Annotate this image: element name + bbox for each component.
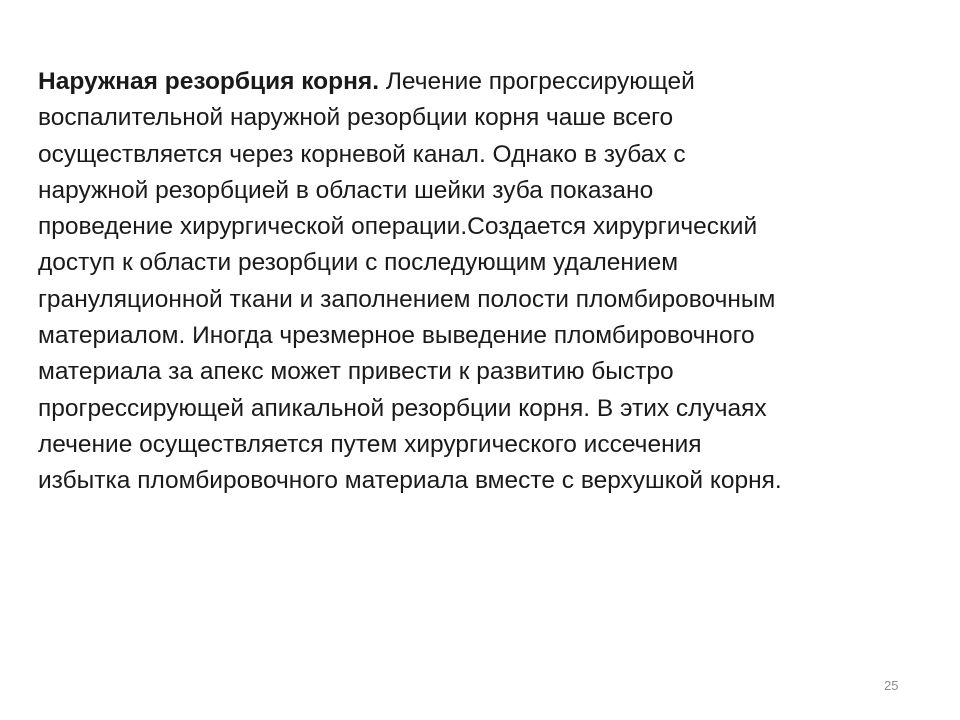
text-line-10: прогрессирующей апикальной резорбции корня. В этих случаях [38, 394, 767, 422]
text-line-1 [38, 64, 908, 100]
text-line-8: материалом. Иногда чрезмерное выведение пломбировочного [38, 322, 755, 350]
text-line-11: лечение осуществляется путем хирургического иссечения [38, 430, 702, 458]
text-line-5: проведение хирургической операции.Создается хирургический [38, 213, 758, 241]
text-line-12: избытка пломбировочного материала вместе с верхушкой корня. [38, 467, 782, 495]
text-line-6: доступ к области резорбции с последующим удалением [38, 249, 679, 277]
text-line-9: материала за апекс может привести к развитию быстро [38, 358, 674, 386]
text-line-2: воспалительной наружной резорбции корня чаше всего [38, 104, 674, 132]
text-line-4: наружной резорбцией в области шейки зуба показано [38, 176, 654, 204]
section-heading: Наружная резорбция корня. [38, 68, 380, 95]
slide-body-text [38, 64, 908, 500]
text-line-3: осуществляется через корневой канал. Однако в зубах с [38, 140, 686, 168]
text-line-7: грануляционной ткани и заполнением полости пломбировочным [38, 285, 776, 313]
text-line-1-rest: Лечение прогрессирующей [379, 68, 695, 95]
page-number: 25 [884, 678, 899, 693]
